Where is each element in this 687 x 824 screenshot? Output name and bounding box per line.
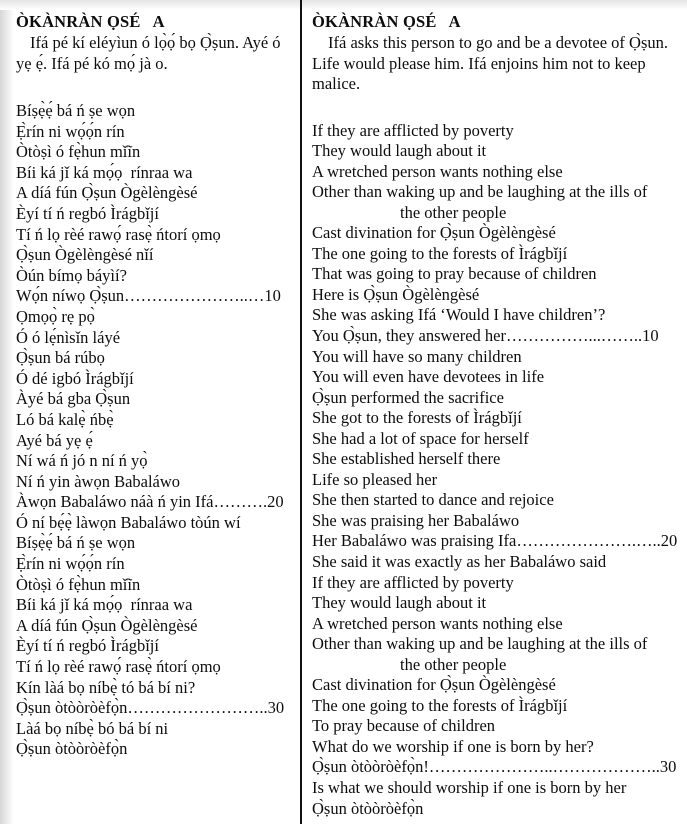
english-verse-line: What do we worship if one is born by her? (312, 736, 594, 756)
english-verse-line: They would laugh about it (312, 593, 487, 613)
english-verse-line: She established herself there (312, 449, 501, 469)
english-verse-line: the other people (400, 202, 507, 222)
english-verse-line: She was asking Ifá ‘Would I have children’? (312, 305, 606, 325)
english-verse-line: Ọ̀ṣun òtòòròèfọ̀n!…………………..………………..30 (312, 757, 677, 777)
english-verse-line: She then started to dance and rejoice (312, 490, 554, 510)
english-verse-line: She was praising her Babaláwo (312, 510, 520, 530)
english-verse-line: She had a lot of space for herself (312, 428, 529, 448)
yoruba-verse-line: Ọ̀ṣun òtòòròèfọ̀n……………………..30 (16, 698, 285, 718)
english-verse-line: The one going to the forests of Ìrágbǐjí (312, 243, 568, 263)
english-verse-list (312, 121, 681, 820)
yoruba-verse-line: Bíṣẹ̀ẹ́ bá ń ṣe wọn (16, 533, 136, 553)
yoruba-verse-line: Kín làá bọ níbẹ̀ tó bá bí ni? (16, 677, 196, 697)
yoruba-verse-list (16, 101, 294, 760)
yoruba-verse-line: Ẹ̀rín ni wọ́ọ́n rín (16, 554, 125, 574)
yoruba-verse-line: Èyí tí ń regbó Ìrágbǐjí (16, 636, 159, 656)
yoruba-verse-line: A díá fún Ọ̀ṣun Ògèlèngèsé (16, 183, 198, 203)
english-verse-line: That was going to pray because of children (312, 264, 597, 284)
yoruba-stanza-gap (16, 74, 294, 101)
english-verse-line: Is what we should worship if one is born by her (312, 778, 627, 797)
yoruba-verse-line: Wọ́n níwọ Ọ̀ṣun…………………..…10 (16, 286, 281, 306)
yoruba-verse-line: Òtòṣì ó fẹ̀hun mǐĩn (16, 574, 141, 594)
yoruba-verse-line: Ayé bá yẹ ẹ́ (16, 430, 93, 450)
yoruba-verse-line: Tí ń lọ rèé rawọ́ rasẹ̀ ńtorí ọmọ (16, 657, 221, 677)
yoruba-odu-heading: ÒKÀNRÀN ỌSÉ A (16, 12, 165, 31)
english-verse-line: Her Babaláwo was praising Ifa………………….…..20 (312, 531, 678, 551)
english-verse-line: You will even have devotees in life (312, 367, 545, 387)
english-column (300, 0, 687, 819)
yoruba-verse-line: Èyí tí ń regbó Ìrágbǐjí (16, 203, 159, 223)
english-stanza-gap (312, 95, 681, 121)
english-verse-line: Other than waking up and be laughing at the ills of (312, 182, 648, 202)
yoruba-verse-line: Òtòṣì ó fẹ̀hun mǐĩn (16, 142, 141, 162)
yoruba-verse-line: Àyé bá gba Ọ̀ṣun (16, 389, 131, 409)
yoruba-verse-line: Ó ní bẹ́ẹ̀ làwọn Babaláwo tòún wí (16, 512, 241, 532)
yoruba-verse-line: Ọmọọ̀ rẹ pọ̀ (16, 306, 95, 326)
yoruba-verse-line: Àwọn Babaláwo náà ń yin Ifá……….20 (16, 492, 284, 512)
english-verse-line: You will have so many children (312, 346, 522, 366)
yoruba-verse-line: Ní wá ń jó n ní ń yọ̀ (16, 451, 148, 471)
yoruba-verse-line: Ọ̀ṣun Ògèlèngèsé nǐí (16, 245, 154, 265)
english-verse-line: Ọ̀ṣun performed the sacrifice (312, 387, 504, 407)
yoruba-column (0, 0, 300, 760)
yoruba-verse-line: Làá bọ níbẹ̀ bó bá bí ni (16, 718, 169, 738)
yoruba-verse-line: Ó dé igbó Ìrágbǐjí (16, 368, 134, 388)
yoruba-verse-line: Bíi ká jǐ ká mọ́ọ rínraa wa (16, 595, 193, 615)
yoruba-verse-line: Ní ń yin àwọn Babaláwo (16, 471, 181, 491)
english-verse-line: Other than waking up and be laughing at the ills of (312, 634, 648, 654)
english-verse-line: Ọ̀ṣun òtòòròèfọ̀n (312, 798, 424, 818)
yoruba-intro-paragraph: Ifá pé kí eléyìun ó lọ̀ọ́ bọ Ọ̀ṣun. Ayé ó yẹ ẹ́. Ifá pé kó mọ́ jà o. (16, 33, 281, 73)
english-verse-line: A wretched person wants nothing else (312, 161, 563, 181)
english-verse-line: Cast divination for Ọ̀ṣun Ògèlèngèsé (312, 675, 556, 695)
english-verse-line: The one going to the forests of Ìrágbǐjí (312, 695, 568, 715)
yoruba-verse-line: Bíṣẹ̀ẹ́ bá ń ṣe wọn (16, 101, 136, 120)
yoruba-verse-line: Bíi ká jǐ ká mọ́ọ rínraa wa (16, 162, 193, 182)
english-verse-line: If they are afflicted by poverty (312, 572, 514, 592)
english-verse-line: She said it was exactly as her Babaláwo said (312, 551, 607, 571)
yoruba-verse-line: Ó ó lẹ́nìsǐn láyé (16, 327, 121, 347)
yoruba-verse-line: Òún bímọ báyìí? (16, 265, 127, 285)
english-verse-line: She got to the forests of Ìrágbǐjí (312, 408, 522, 428)
english-verse-line: A wretched person wants nothing else (312, 613, 563, 633)
yoruba-verse-line: Tí ń lọ rèé rawọ́ rasẹ̀ ńtorí ọmọ (16, 224, 221, 244)
english-verse-line: Cast divination for Ọ̀ṣun Ògèlèngèsé (312, 223, 556, 243)
english-verse-line: If they are afflicted by poverty (312, 120, 514, 140)
yoruba-verse-line: A díá fún Ọ̀ṣun Ògèlèngèsé (16, 615, 198, 635)
english-verse-line: the other people (400, 654, 507, 674)
english-intro-paragraph: Ifá asks this person to go and be a devotee of Ọ̀ṣun. Life would please him. Ifá enjoins him not to keep malice. (312, 33, 668, 93)
english-verse-line: They would laugh about it (312, 141, 487, 161)
english-verse-line: To pray because of children (312, 716, 496, 736)
yoruba-verse-line: Ọ̀ṣun bá rúbọ (16, 348, 105, 368)
english-odu-heading: ÒKÀNRÀN ỌSÉ A (312, 12, 461, 31)
english-verse-line: Life so pleased her (312, 469, 438, 489)
yoruba-verse-line: Ẹ̀rín ni wọ́ọ́n rín (16, 121, 125, 141)
english-verse-line: You Ọ̀ṣun, they answered her……………...……..10 (312, 325, 659, 345)
yoruba-verse-line: Ló bá kalẹ̀ ńbẹ̀ (16, 409, 114, 429)
english-verse-line: Here is Ọ̀ṣun Ògèlèngèsé (312, 284, 480, 304)
yoruba-verse-line: Ọ̀ṣun òtòòròèfọ̀n (16, 739, 128, 759)
